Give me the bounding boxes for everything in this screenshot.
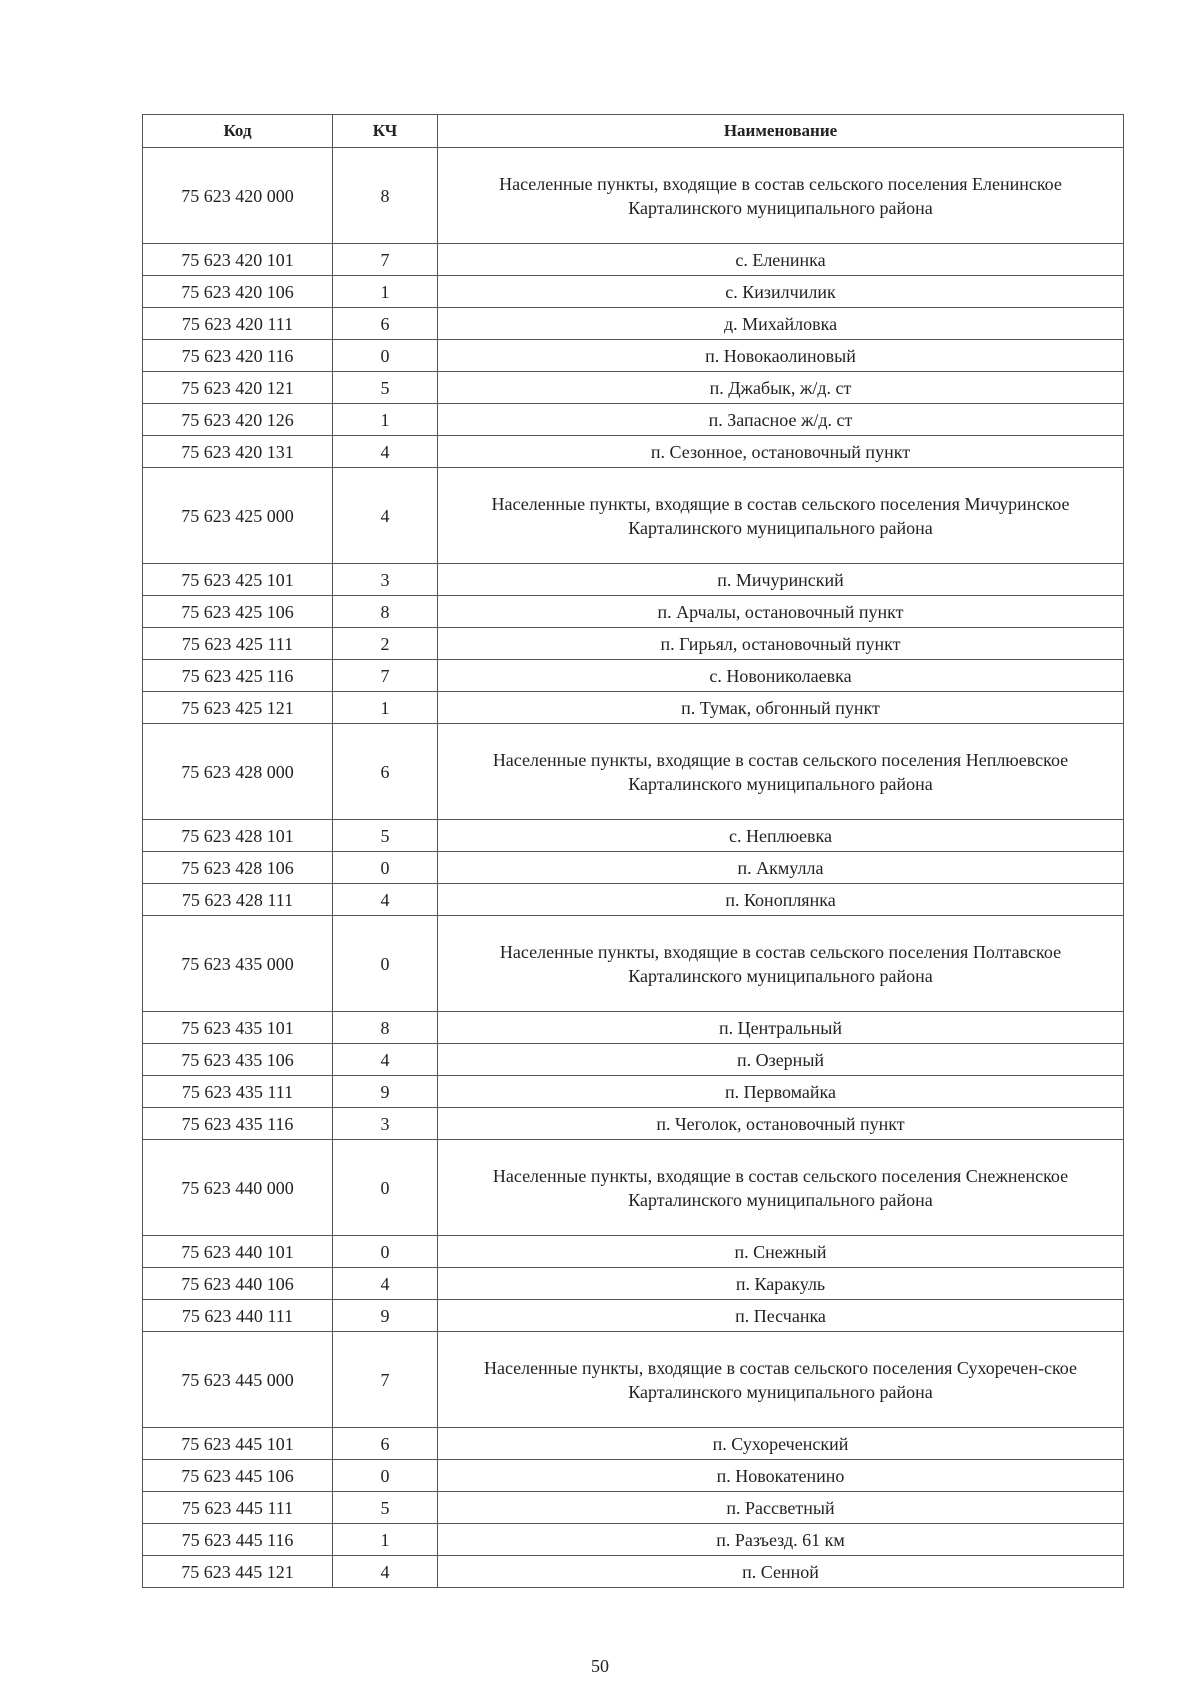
cell-kch: 3 bbox=[333, 564, 438, 596]
cell-name: с. Кизилчилик bbox=[438, 276, 1124, 308]
cell-code: 75 623 425 111 bbox=[143, 628, 333, 660]
cell-code: 75 623 420 101 bbox=[143, 244, 333, 276]
cell-kch: 4 bbox=[333, 1044, 438, 1076]
cell-name: п. Арчалы, остановочный пункт bbox=[438, 596, 1124, 628]
table-row bbox=[143, 372, 1124, 404]
cell-code: 75 623 420 106 bbox=[143, 276, 333, 308]
cell-name: д. Михайловка bbox=[438, 308, 1124, 340]
header-name: Наименование bbox=[438, 115, 1124, 148]
table-row bbox=[143, 596, 1124, 628]
cell-name: п. Акмулла bbox=[438, 852, 1124, 884]
cell-name: с. Новониколаевка bbox=[438, 660, 1124, 692]
cell-name: п. Новокатенино bbox=[438, 1460, 1124, 1492]
cell-name: п. Тумак, обгонный пункт bbox=[438, 692, 1124, 724]
group-row bbox=[143, 1332, 1124, 1428]
settlements-table bbox=[142, 114, 1124, 1588]
cell-name: п. Рассветный bbox=[438, 1492, 1124, 1524]
cell-kch: 5 bbox=[333, 372, 438, 404]
cell-code: 75 623 428 000 bbox=[143, 724, 333, 820]
cell-code: 75 623 445 101 bbox=[143, 1428, 333, 1460]
cell-kch: 7 bbox=[333, 660, 438, 692]
cell-code: 75 623 445 121 bbox=[143, 1556, 333, 1588]
cell-kch: 8 bbox=[333, 1012, 438, 1044]
cell-name: п. Песчанка bbox=[438, 1300, 1124, 1332]
group-row bbox=[143, 148, 1124, 244]
cell-name: Населенные пункты, входящие в состав сельского поселения Еленинское Карталинского муниципального района bbox=[438, 148, 1124, 244]
cell-kch: 8 bbox=[333, 148, 438, 244]
table-body bbox=[143, 148, 1124, 1588]
group-row bbox=[143, 468, 1124, 564]
cell-kch: 4 bbox=[333, 468, 438, 564]
cell-name: п. Снежный bbox=[438, 1236, 1124, 1268]
cell-name: Населенные пункты, входящие в состав сельского поселения Сухоречен-ское Карталинского муниципального района bbox=[438, 1332, 1124, 1428]
cell-name: Населенные пункты, входящие в состав сельского поселения Мичуринское Карталинского муниципального района bbox=[438, 468, 1124, 564]
cell-code: 75 623 420 111 bbox=[143, 308, 333, 340]
cell-kch: 1 bbox=[333, 404, 438, 436]
table-row bbox=[143, 692, 1124, 724]
cell-code: 75 623 435 000 bbox=[143, 916, 333, 1012]
cell-name: п. Джабык, ж/д. ст bbox=[438, 372, 1124, 404]
cell-kch: 0 bbox=[333, 1236, 438, 1268]
cell-kch: 4 bbox=[333, 1556, 438, 1588]
cell-code: 75 623 445 116 bbox=[143, 1524, 333, 1556]
table-row bbox=[143, 308, 1124, 340]
cell-code: 75 623 440 106 bbox=[143, 1268, 333, 1300]
table-row bbox=[143, 1428, 1124, 1460]
cell-code: 75 623 435 116 bbox=[143, 1108, 333, 1140]
table-row bbox=[143, 244, 1124, 276]
cell-name: п. Озерный bbox=[438, 1044, 1124, 1076]
table-row bbox=[143, 1524, 1124, 1556]
table-row bbox=[143, 436, 1124, 468]
cell-kch: 0 bbox=[333, 340, 438, 372]
cell-code: 75 623 420 131 bbox=[143, 436, 333, 468]
cell-name: п. Разъезд. 61 км bbox=[438, 1524, 1124, 1556]
cell-code: 75 623 435 101 bbox=[143, 1012, 333, 1044]
group-row bbox=[143, 1140, 1124, 1236]
table-row bbox=[143, 1108, 1124, 1140]
cell-code: 75 623 440 000 bbox=[143, 1140, 333, 1236]
cell-code: 75 623 445 106 bbox=[143, 1460, 333, 1492]
page-number: 50 bbox=[591, 1656, 609, 1676]
cell-name: п. Первомайка bbox=[438, 1076, 1124, 1108]
cell-kch: 8 bbox=[333, 596, 438, 628]
cell-kch: 9 bbox=[333, 1300, 438, 1332]
cell-kch: 5 bbox=[333, 820, 438, 852]
table-row bbox=[143, 404, 1124, 436]
cell-name: п. Гирьял, остановочный пункт bbox=[438, 628, 1124, 660]
cell-code: 75 623 420 121 bbox=[143, 372, 333, 404]
cell-kch: 0 bbox=[333, 1460, 438, 1492]
cell-code: 75 623 440 111 bbox=[143, 1300, 333, 1332]
group-row bbox=[143, 724, 1124, 820]
cell-code: 75 623 420 126 bbox=[143, 404, 333, 436]
cell-kch: 1 bbox=[333, 276, 438, 308]
cell-code: 75 623 425 121 bbox=[143, 692, 333, 724]
cell-kch: 3 bbox=[333, 1108, 438, 1140]
cell-kch: 0 bbox=[333, 852, 438, 884]
cell-kch: 7 bbox=[333, 1332, 438, 1428]
cell-name: Населенные пункты, входящие в состав сельского поселения Неплюевское Карталинского муниципального района bbox=[438, 724, 1124, 820]
header-kch: КЧ bbox=[333, 115, 438, 148]
cell-code: 75 623 445 111 bbox=[143, 1492, 333, 1524]
table-row bbox=[143, 1076, 1124, 1108]
table-row bbox=[143, 1492, 1124, 1524]
cell-code: 75 623 425 106 bbox=[143, 596, 333, 628]
table-row bbox=[143, 820, 1124, 852]
table-row bbox=[143, 660, 1124, 692]
table-row bbox=[143, 884, 1124, 916]
cell-name: п. Каракуль bbox=[438, 1268, 1124, 1300]
cell-name: с. Неплюевка bbox=[438, 820, 1124, 852]
table-row bbox=[143, 628, 1124, 660]
cell-kch: 6 bbox=[333, 724, 438, 820]
table-row bbox=[143, 1460, 1124, 1492]
cell-kch: 0 bbox=[333, 1140, 438, 1236]
cell-kch: 4 bbox=[333, 436, 438, 468]
cell-name: п. Коноплянка bbox=[438, 884, 1124, 916]
cell-code: 75 623 440 101 bbox=[143, 1236, 333, 1268]
table-row bbox=[143, 1268, 1124, 1300]
table-row bbox=[143, 276, 1124, 308]
cell-code: 75 623 425 000 bbox=[143, 468, 333, 564]
cell-kch: 1 bbox=[333, 692, 438, 724]
header-row bbox=[143, 115, 1124, 148]
cell-name: Населенные пункты, входящие в состав сельского поселения Снежненское Карталинского муниципального района bbox=[438, 1140, 1124, 1236]
table-row bbox=[143, 1044, 1124, 1076]
cell-kch: 0 bbox=[333, 916, 438, 1012]
cell-code: 75 623 420 000 bbox=[143, 148, 333, 244]
cell-kch: 4 bbox=[333, 1268, 438, 1300]
cell-code: 75 623 435 106 bbox=[143, 1044, 333, 1076]
cell-code: 75 623 445 000 bbox=[143, 1332, 333, 1428]
table-row bbox=[143, 1556, 1124, 1588]
cell-code: 75 623 428 106 bbox=[143, 852, 333, 884]
cell-code: 75 623 435 111 bbox=[143, 1076, 333, 1108]
table-row bbox=[143, 1236, 1124, 1268]
cell-kch: 2 bbox=[333, 628, 438, 660]
table-row bbox=[143, 1300, 1124, 1332]
cell-code: 75 623 428 111 bbox=[143, 884, 333, 916]
header-code: Код bbox=[143, 115, 333, 148]
cell-kch: 6 bbox=[333, 1428, 438, 1460]
cell-name: п. Сенной bbox=[438, 1556, 1124, 1588]
cell-kch: 6 bbox=[333, 308, 438, 340]
cell-kch: 7 bbox=[333, 244, 438, 276]
cell-kch: 5 bbox=[333, 1492, 438, 1524]
cell-name: п. Чеголок, остановочный пункт bbox=[438, 1108, 1124, 1140]
cell-name: п. Сезонное, остановочный пункт bbox=[438, 436, 1124, 468]
cell-kch: 1 bbox=[333, 1524, 438, 1556]
cell-kch: 4 bbox=[333, 884, 438, 916]
table-row bbox=[143, 1012, 1124, 1044]
cell-name: п. Сухореченский bbox=[438, 1428, 1124, 1460]
table-row bbox=[143, 564, 1124, 596]
cell-name: п. Новокаолиновый bbox=[438, 340, 1124, 372]
cell-name: п. Запасное ж/д. ст bbox=[438, 404, 1124, 436]
cell-name: с. Еленинка bbox=[438, 244, 1124, 276]
cell-code: 75 623 425 101 bbox=[143, 564, 333, 596]
group-row bbox=[143, 916, 1124, 1012]
cell-name: п. Мичуринский bbox=[438, 564, 1124, 596]
cell-code: 75 623 420 116 bbox=[143, 340, 333, 372]
cell-code: 75 623 428 101 bbox=[143, 820, 333, 852]
cell-kch: 9 bbox=[333, 1076, 438, 1108]
table-row bbox=[143, 852, 1124, 884]
cell-name: п. Центральный bbox=[438, 1012, 1124, 1044]
cell-code: 75 623 425 116 bbox=[143, 660, 333, 692]
table-row bbox=[143, 340, 1124, 372]
cell-name: Населенные пункты, входящие в состав сельского поселения Полтавское Карталинского муниципального района bbox=[438, 916, 1124, 1012]
